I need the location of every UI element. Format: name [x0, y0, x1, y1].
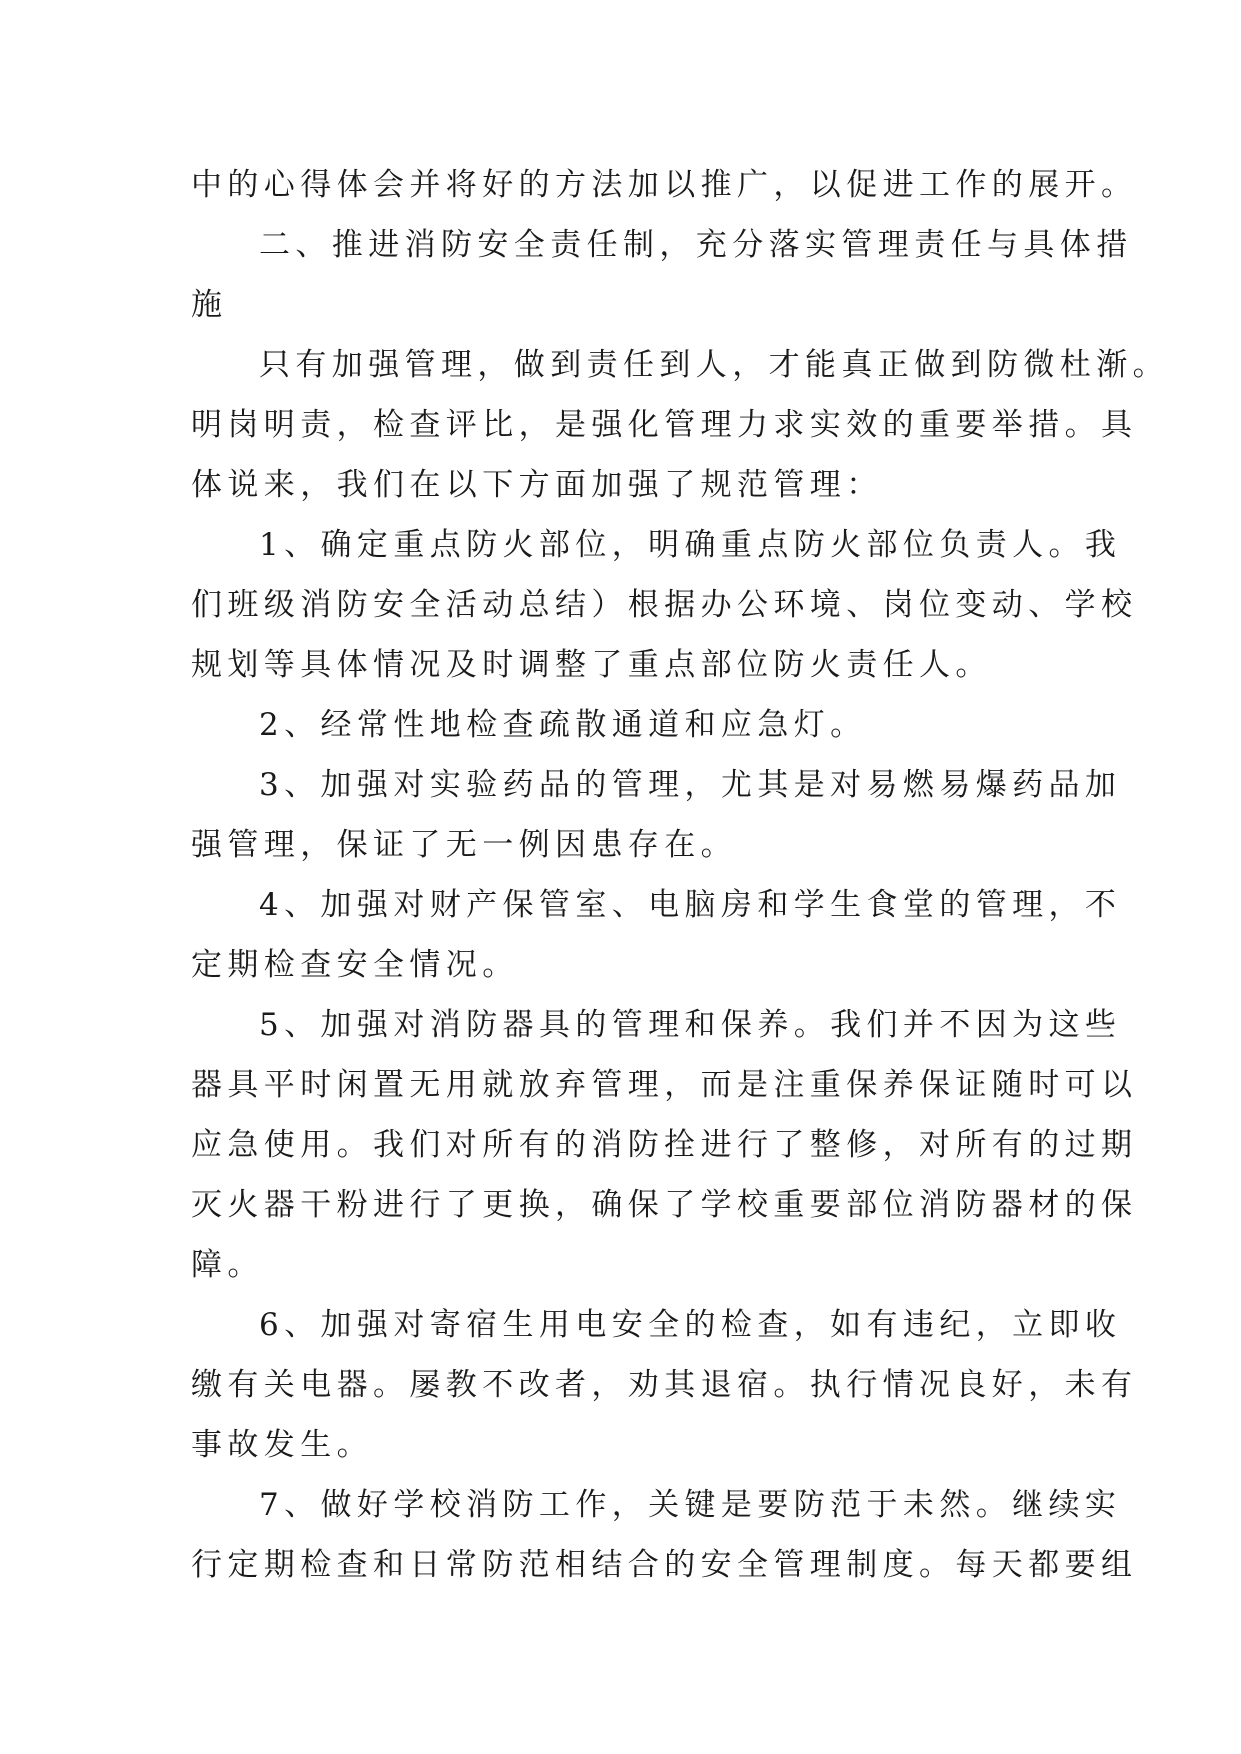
text-line-6: 体说来，我们在以下方面加强了规范管理：	[191, 467, 883, 503]
text-line-22: 事故发生。	[191, 1427, 373, 1463]
text-line-23: 7、做好学校消防工作，关键是要防范于未然。继续实	[259, 1487, 1122, 1523]
text-line-7: 1、确定重点防火部位，明确重点防火部位负责人。我	[259, 527, 1122, 563]
text-line-2: 二、推进消防安全责任制，充分落实管理责任与具体措	[259, 227, 1133, 263]
text-line-4: 只有加强管理，做到责任到人，才能真正做到防微杜渐。	[259, 347, 1169, 383]
text-line-12: 强管理，保证了无一例因患存在。	[191, 827, 737, 863]
text-line-14: 定期检查安全情况。	[191, 947, 519, 983]
text-line-1: 中的心得体会并将好的方法加以推广，以促进工作的展开。	[191, 167, 1138, 203]
text-line-16: 器具平时闲置无用就放弃管理，而是注重保养保证随时可以	[191, 1067, 1138, 1103]
text-line-15: 5、加强对消防器具的管理和保养。我们并不因为这些	[259, 1007, 1122, 1043]
text-line-8: 们班级消防安全活动总结）根据办公环境、岗位变动、学校	[191, 587, 1138, 623]
text-line-21: 缴有关电器。屡教不改者，劝其退宿。执行情况良好，未有	[191, 1367, 1138, 1403]
text-line-17: 应急使用。我们对所有的消防拴进行了整修，对所有的过期	[191, 1127, 1138, 1163]
text-line-18: 灭火器干粉进行了更换，确保了学校重要部位消防器材的保	[191, 1187, 1138, 1223]
text-line-9: 规划等具体情况及时调整了重点部位防火责任人。	[191, 647, 992, 683]
text-line-20: 6、加强对寄宿生用电安全的检查，如有违纪，立即收	[259, 1307, 1122, 1343]
text-line-11: 3、加强对实验药品的管理，尤其是对易燃易爆药品加	[259, 767, 1122, 803]
text-line-13: 4、加强对财产保管室、电脑房和学生食堂的管理，不	[259, 887, 1122, 923]
text-line-5: 明岗明责，检查评比，是强化管理力求实效的重要举措。具	[191, 407, 1138, 443]
text-line-10: 2、经常性地检查疏散通道和应急灯。	[259, 707, 867, 743]
text-line-24: 行定期检查和日常防范相结合的安全管理制度。每天都要组	[191, 1547, 1138, 1583]
text-line-19: 障。	[191, 1247, 264, 1283]
text-line-3: 施	[191, 287, 228, 323]
document-body	[191, 155, 1169, 1595]
